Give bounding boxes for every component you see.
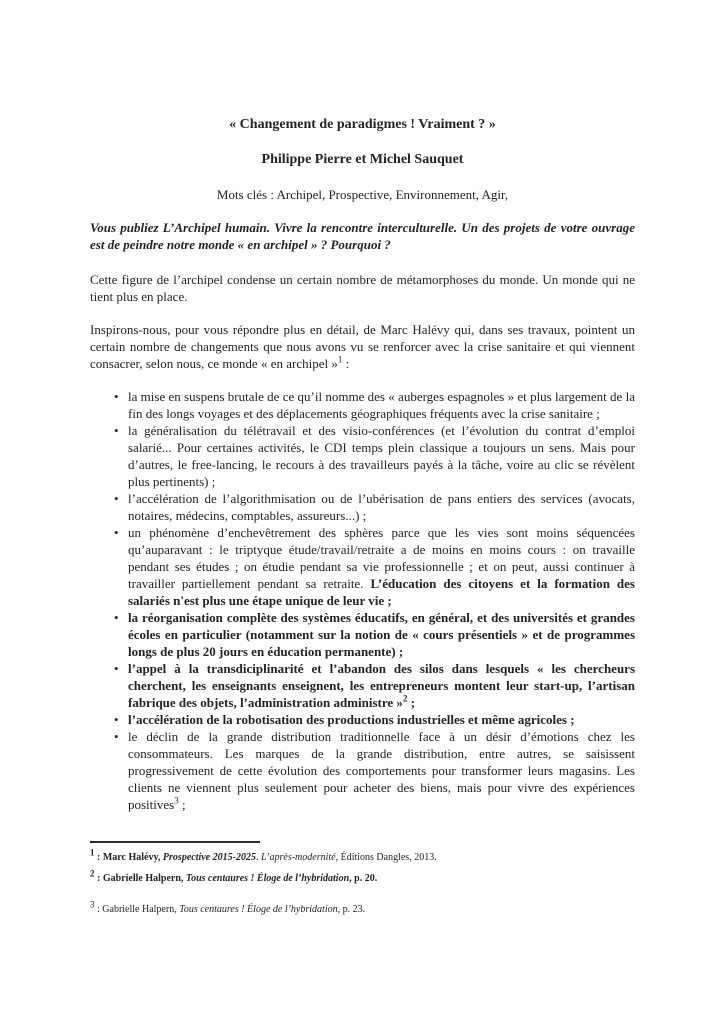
list-item-text: un phénomène d’enchevêtrement des sphères parce que les vies sont moins séquencées qu’auparavant : le triptyque étude/travail/retraite a de moins en moins cours : on travaille pendant ses études ; on étudie pendant sa vie professionnelle ; et on peut, aussi continuer à travailler partiellement pendant sa retraite. L’éducation des citoyens et la formation des salariés n'est plus une étape unique de leur vie ; xyxy=(128,525,635,608)
list-item-reorganisation xyxy=(114,609,635,660)
list-item-algorithmisation xyxy=(114,490,635,524)
footnote-1: $^1$ : Marc Halévy, Prospective 2015-2025. L’après-modernité, Éditions Dangles, 2013. xyxy=(90,847,437,863)
changes-bullet-list xyxy=(90,388,635,813)
bullet-icon: • xyxy=(114,610,119,625)
paragraph-intro: Cette figure de l’archipel condense un certain nombre de métamorphoses du monde. Un monde qui ne tient plus en place. xyxy=(90,272,635,304)
list-item-text: la réorganisation complète des systèmes éducatifs, en général, et des universités et grandes écoles en particulier (notamment sur la notion de « cours présentiels » et de programmes longs de plus 20 jours en éducation permanente) ; xyxy=(128,610,635,659)
list-item-text: l’appel à la transdiciplinarité et l’abandon des silos dans lesquels « les chercheurs cherchent, les enseignants enseignent, les entrepreneurs montent leur start-up, l’artisan fabrique des objets, l’administration administre »$^2$ ; xyxy=(128,661,635,710)
list-item-text: l’accélération de l’algorithmisation ou de l’ubérisation de pans entiers des services (avocats, notaires, médecins, comptables, assureurs...) ; xyxy=(128,491,635,523)
list-item-auberges xyxy=(114,388,635,422)
list-item-text: la mise en suspens brutale de ce qu’il nomme des « auberges espagnoles » et plus largement de la fin des longs voyages et des déplacements géographiques fréquents avec la crise sanitaire ; xyxy=(128,389,635,421)
document-authors: Philippe Pierre et Michel Sauquet xyxy=(261,152,464,167)
bullet-icon: • xyxy=(114,423,119,438)
document-title: « Changement de paradigmes ! Vraiment ? » xyxy=(229,117,496,132)
footnote-section xyxy=(90,841,635,924)
list-item-text: l’accélération de la robotisation des productions industrielles et même agricoles ; xyxy=(128,712,575,727)
list-item-transdisciplinarite xyxy=(114,660,635,711)
list-item-robotisation xyxy=(114,711,635,728)
list-item-text: le déclin de la grande distribution traditionnelle face à un désir d’émotions chez les consommateurs. Les marques de la grande distribution, entre autres, se saisissent progressivement de cette évolution des comportements pour transformer leurs magasins. Les clients ne viennent plus seulement pour acheter des biens, mais pour vivre des expériences positives$^3$ ; xyxy=(128,729,635,812)
footnote-2: $^2$ : Gabrielle Halpern, Tous centaures ! Éloge de l’hybridation, p. 20. xyxy=(90,868,378,884)
bullet-icon: • xyxy=(114,389,119,404)
document-keywords: Mots clés : Archipel, Prospective, Environnement, Agir, xyxy=(216,187,509,202)
footnote-separator xyxy=(90,841,260,843)
bullet-icon: • xyxy=(114,729,119,744)
bullet-icon: • xyxy=(114,491,119,506)
list-item-distribution xyxy=(114,728,635,813)
bullet-icon: • xyxy=(114,525,119,540)
interview-question: Vous publiez L’Archipel humain. Vivre la rencontre interculturelle. Un des projets de votre ouvrage est de peindre notre monde « en archipel » ? Pourquoi ? xyxy=(90,220,635,252)
footnote-3: $^3$ : Gabrielle Halpern, Tous centaures ! Éloge de l’hybridation, p. 23. xyxy=(90,899,366,915)
paragraph-halevy: Inspirons-nous, pour vous répondre plus en détail, de Marc Halévy qui, dans ses travaux, pointent un certain nombre de changements que nous avons vu se renforcer avec la crise sanitaire et qui viennent consacrer, selon nous, ce monde « en archipel »$^1$ : xyxy=(90,322,635,371)
bullet-icon: • xyxy=(114,661,119,676)
bullet-icon: • xyxy=(114,712,119,727)
list-item-teletravail xyxy=(114,422,635,490)
list-item-enchevetrement xyxy=(114,524,635,609)
list-item-text: la généralisation du télétravail et des visio-conférences (et l’évolution du contrat d’emploi salarié... Pour certaines activités, le CDI temps plein classique a toujours un sens. Mais pour d’autres, le free-lancing, le recours à des travailleurs payés à la tâche, voire au clic se révèlent plus pertinents) ; xyxy=(128,423,635,489)
